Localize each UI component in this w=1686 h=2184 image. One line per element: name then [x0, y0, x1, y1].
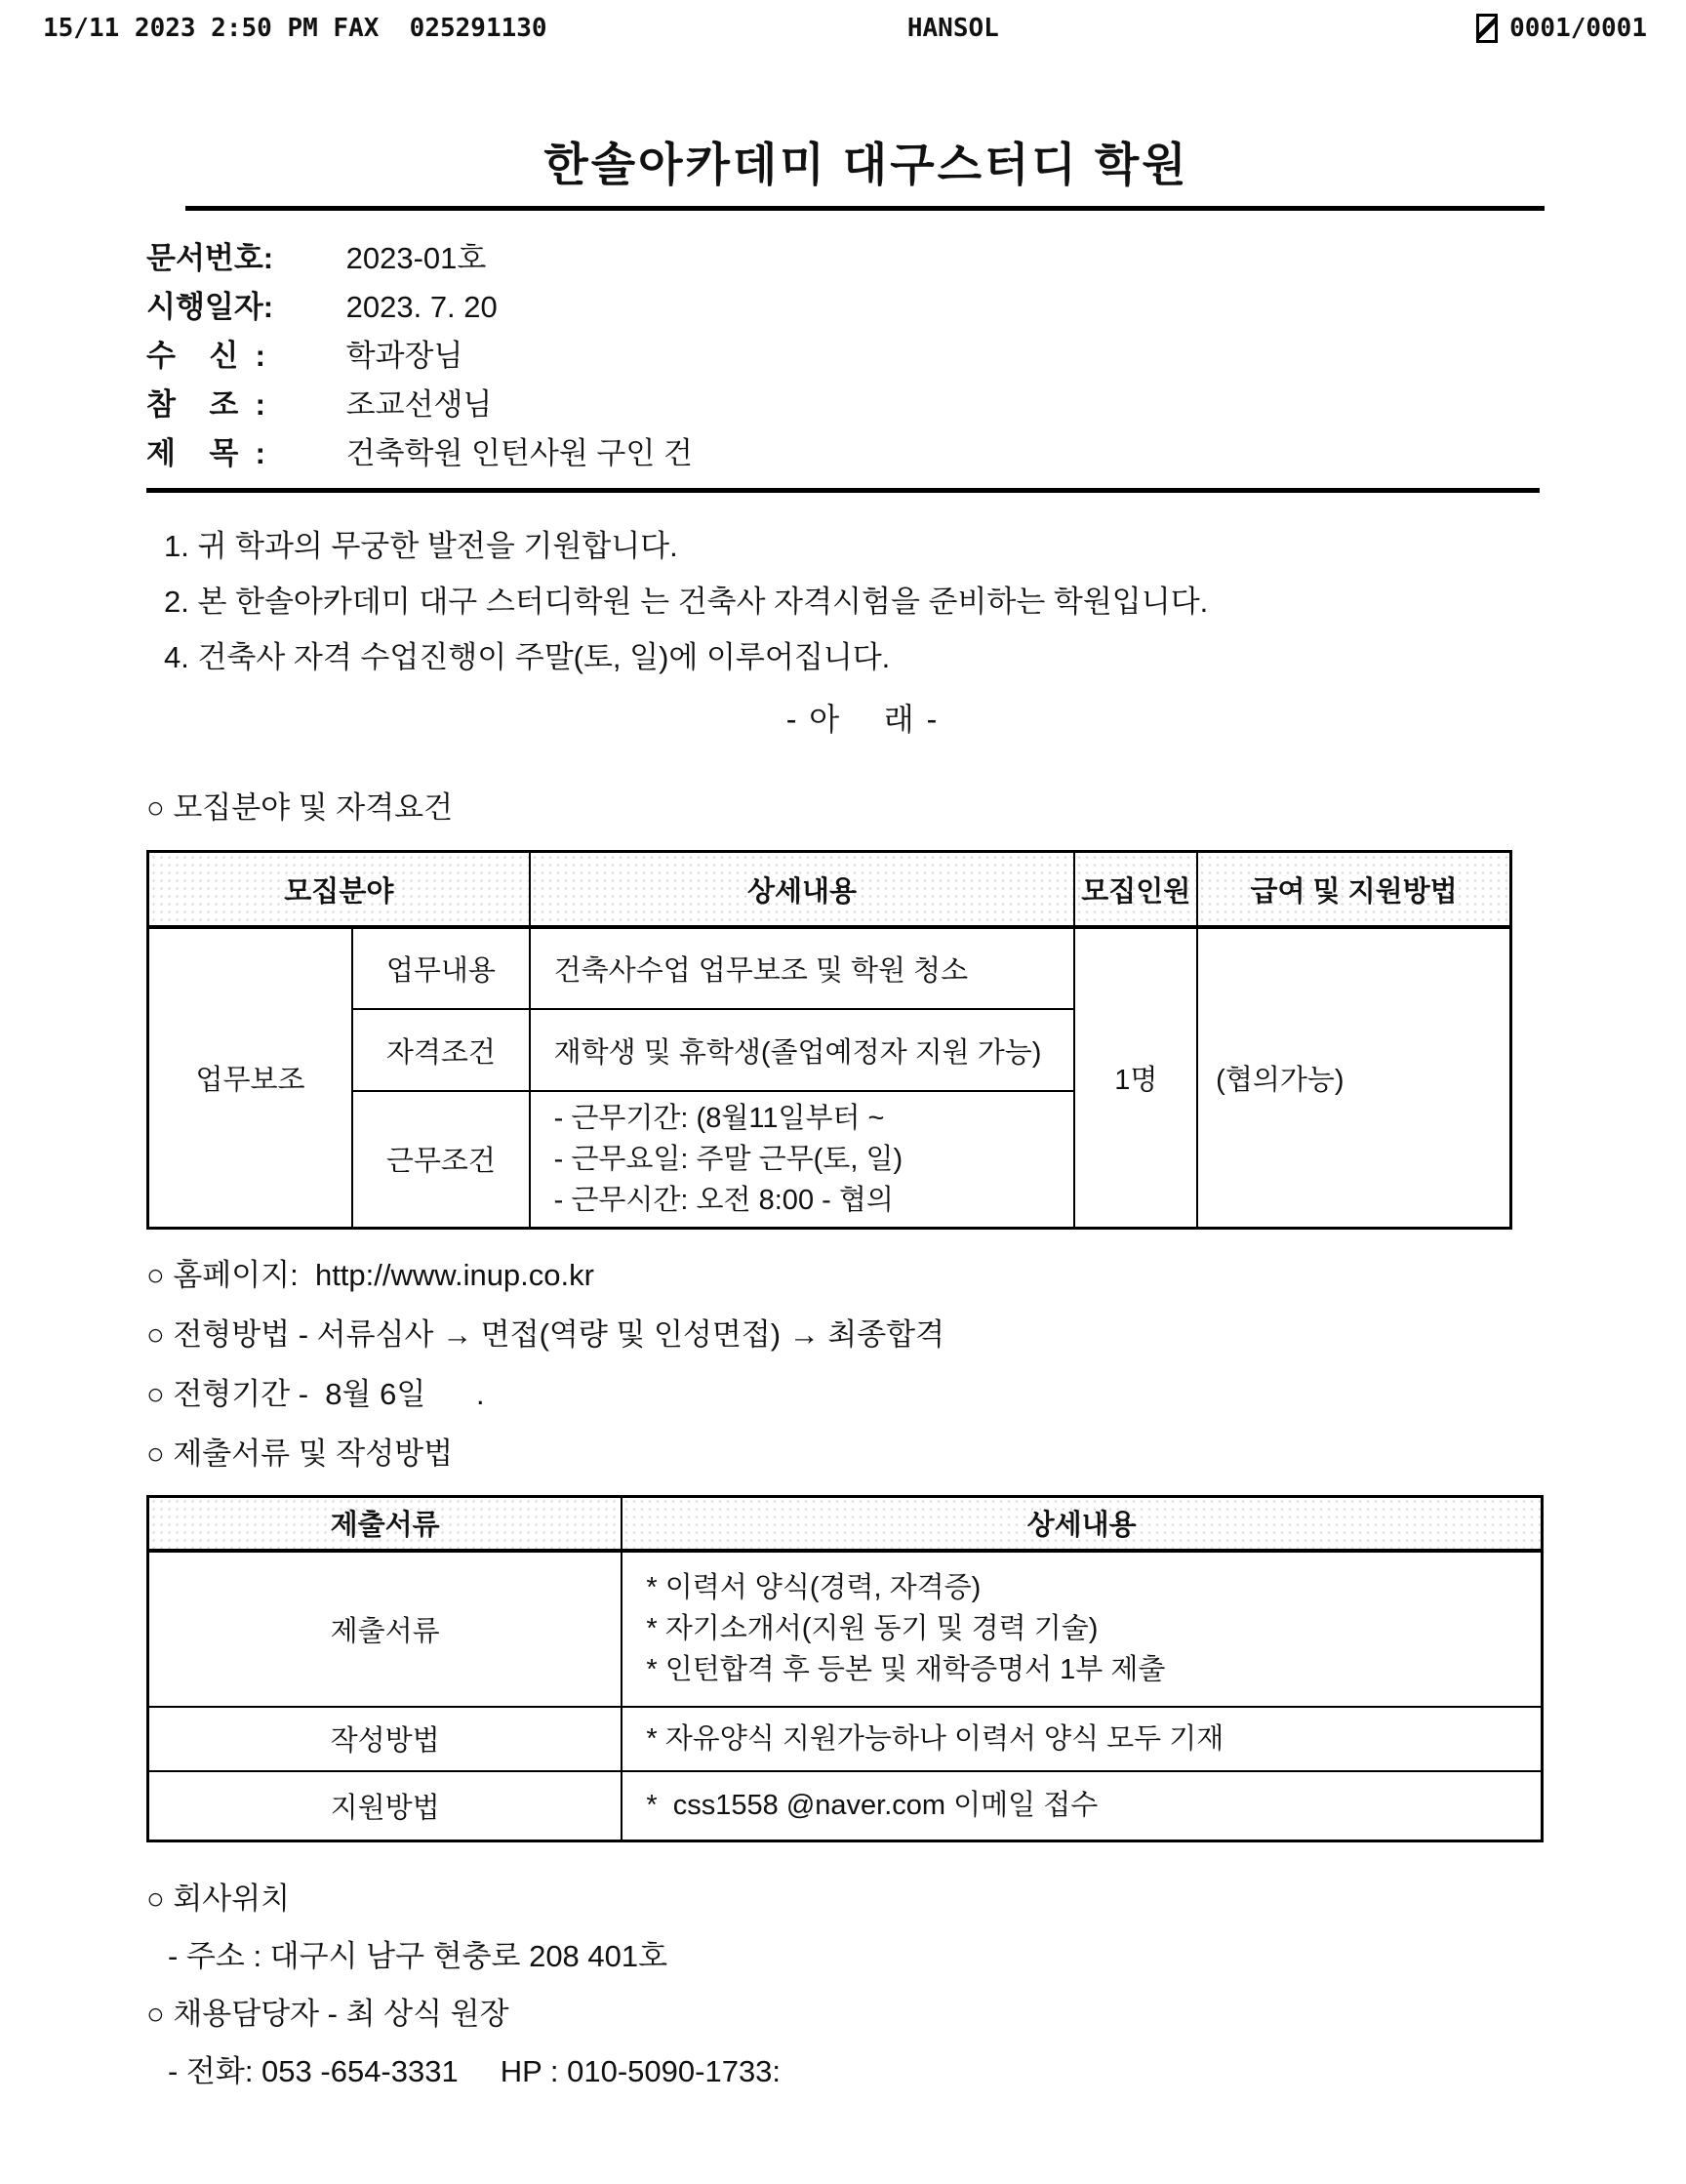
- row-detail-cell: [622, 1771, 1542, 1841]
- document-meta-block: [146, 234, 1686, 478]
- table-header-row: [148, 852, 1511, 928]
- section-heading-recruitment: ○ 모집분야 및 자격요건: [146, 790, 454, 825]
- detail-line: * 자유양식 지원가능하나 이력서 양식 모두 기재: [646, 1722, 1224, 1755]
- paragraph: 1. 귀 학과의 무궁한 발전을 기원합니다.: [164, 529, 678, 563]
- detail-line: - 근무시간: 오전 8:00 - 협의: [553, 1184, 894, 1216]
- recruitment-table-header: [148, 852, 1511, 928]
- detail-line: - 근무기간: (8월11일부터 ~: [553, 1102, 885, 1134]
- meta-row-subject: [146, 429, 1686, 478]
- meta-row-cc: [146, 381, 1686, 429]
- footer-lines: [146, 1881, 1686, 2089]
- body-paragraphs: [164, 528, 1686, 675]
- footer-line-address: - 주소 : 대구시 남구 현충로 208 401호: [168, 1939, 668, 1973]
- table-row: [148, 1551, 1543, 1707]
- fax-timestamp-number: 15/11 2023 2:50 PM FAX 025291130: [43, 14, 547, 43]
- row-label-cell: 자격조건: [352, 1009, 530, 1091]
- meta-row-recipient: [146, 332, 1686, 381]
- row-detail-cell: [530, 1091, 1075, 1228]
- column-header-pay: 급여 및 지원방법: [1197, 852, 1510, 928]
- column-header-category: 모집분야: [148, 852, 530, 928]
- footer-line-phone: - 전화: 053 -654-3331 HP : 010-5090-1733:: [168, 2054, 782, 2088]
- column-header-documents: 제출서류: [148, 1496, 622, 1551]
- detail-line: * 인턴합격 후 등본 및 재학증명서 1부 제출: [646, 1654, 1166, 1685]
- fax-transmission-header: [0, 0, 1686, 43]
- meta-label: 문서번호:: [146, 241, 274, 275]
- meta-label: 제 목 :: [146, 436, 265, 470]
- column-header-details: 상세내용: [622, 1496, 1542, 1551]
- meta-label: 수 신 :: [146, 339, 265, 373]
- document-title: 한솔아카데미 대구스터디 학원: [543, 139, 1189, 190]
- info-line-homepage: ○ 홈페이지: http://www.inup.co.kr: [146, 1257, 594, 1292]
- info-line-period: ○ 전형기간 - 8월 6일 .: [146, 1376, 485, 1411]
- submission-table-header: [148, 1496, 1543, 1551]
- info-lines: [146, 1257, 1686, 1472]
- detail-line: * css1558 @naver.com 이메일 접수: [646, 1790, 1099, 1822]
- table-row: [148, 1707, 1543, 1771]
- meta-underline: [146, 488, 1540, 493]
- paragraph: 2. 본 한솔아카데미 대구 스터디학원 는 건축사 자격시험을 준비하는 학원입니다.: [164, 585, 1209, 619]
- row-label-cell: 지원방법: [148, 1771, 622, 1841]
- meta-value: 건축학원 인턴사원 구인 건: [345, 436, 693, 470]
- meta-row-date: [146, 283, 1686, 332]
- below-marker: - 아 래 -: [785, 702, 940, 737]
- column-header-details: 상세내용: [530, 852, 1075, 928]
- submission-table: [146, 1495, 1544, 1843]
- info-line-process: ○ 전형방법 - 서류심사 → 면접(역량 및 인성면접) → 최종합격: [146, 1316, 945, 1352]
- meta-value: 2023. 7. 20: [345, 290, 498, 324]
- footer-line-contact-person: ○ 채용담당자 - 최 상식 원장: [146, 1997, 509, 2031]
- row-label-cell: 근무조건: [352, 1091, 530, 1228]
- row-label-cell: 제출서류: [148, 1551, 622, 1707]
- row-label-cell: 작성방법: [148, 1707, 622, 1771]
- info-line-documents-heading: ○ 제출서류 및 작성방법: [146, 1436, 454, 1471]
- detail-line: - 근무요일: 주말 근무(토, 일): [553, 1143, 903, 1175]
- category-cell: 업무보조: [148, 927, 353, 1228]
- paragraph: 4. 건축사 자격 수업진행이 주말(토, 일)에 이루어집니다.: [164, 640, 891, 674]
- detail-line: * 이력서 양식(경력, 자격증): [646, 1572, 982, 1603]
- meta-value: 학과장님: [345, 339, 463, 373]
- meta-label: 참 조 :: [146, 387, 265, 422]
- recruitment-table: [146, 850, 1512, 1230]
- fax-page-counter: [1476, 14, 1647, 43]
- row-detail-cell: 재학생 및 휴학생(졸업예정자 지원 가능): [530, 1009, 1075, 1091]
- fax-page-count-text: 0001/0001: [1509, 14, 1647, 43]
- pay-cell: (협의가능): [1197, 927, 1510, 1228]
- table-header-row: [148, 1496, 1543, 1551]
- row-detail-cell: [622, 1551, 1542, 1707]
- table-row: [148, 927, 1511, 1009]
- fax-page-icon: [1476, 14, 1498, 43]
- footer-line-location-heading: ○ 회사위치: [146, 1881, 291, 1916]
- meta-label: 시행일자:: [146, 290, 274, 324]
- row-detail-cell: 건축사수업 업무보조 및 학원 청소: [530, 927, 1075, 1009]
- meta-value: 조교선생님: [345, 387, 493, 422]
- row-detail-cell: [622, 1707, 1542, 1771]
- fax-sender-name: HANSOL: [906, 14, 999, 43]
- meta-value: 2023-01호: [345, 241, 487, 275]
- meta-row-doc-number: [146, 234, 1686, 283]
- headcount-cell: 1명: [1074, 927, 1197, 1228]
- row-label-cell: 업무내용: [352, 927, 530, 1009]
- column-header-headcount: 모집인원: [1074, 852, 1197, 928]
- title-underline: [185, 206, 1545, 211]
- table-row: [148, 1771, 1543, 1841]
- detail-line: * 자기소개서(지원 동기 및 경력 기술): [646, 1613, 1099, 1644]
